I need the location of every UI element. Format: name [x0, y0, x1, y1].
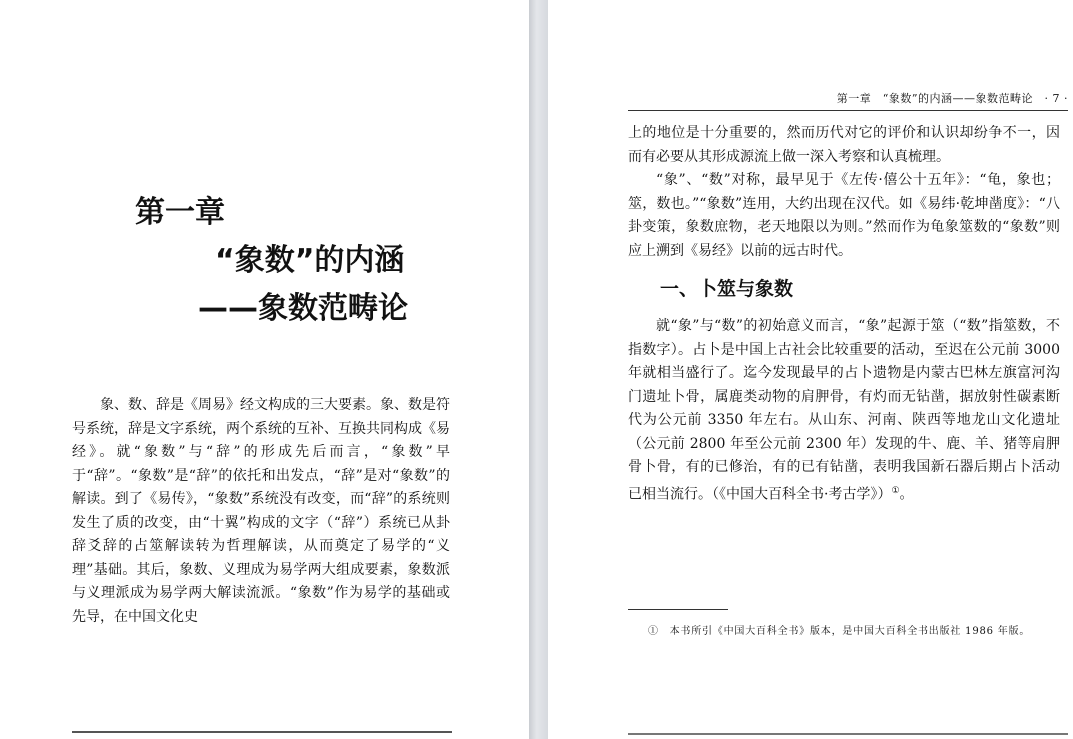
page-bottom-rule — [72, 731, 452, 733]
footnote-rule — [628, 609, 728, 610]
footnote-reference[interactable]: ① — [891, 485, 900, 496]
chapter-title-line: “象数”的内涵 — [215, 243, 405, 278]
chapter-subtitle-line: ——象数范畴论 — [198, 291, 408, 326]
footnote: ① 本书所引《中国大百科全书》版本，是中国大百科全书出版社 1986 年版。 — [648, 626, 1031, 637]
left-paragraph: 象、数、辞是《周易》经文构成的三大要素。象、数是符号系统，辞是文字系统，两个系统的互补、互换共同构成《易经》。就“象数”与“辞”的形成先后而言，“象数”早于“辞”。“象数”是“辞”的依托和出发点，“辞”是对“象数”的解读。到了《易传》，“象数”系统没有改变，而“辞”的系统则发生了质的改变，由“十翼”构成的文字（“辞”）系统已从卦辞爻辞的占筮解读转为哲理解读，从而奠定了易学的“义理”基础。其后，象数、义理成为易学两大组成要素，象数派与义理派成为易学两大解读流派。“象数”作为易学的基础或先导，在中国文化史 — [72, 397, 450, 625]
left-page — [0, 0, 529, 739]
page-bottom-rule — [628, 733, 1068, 735]
right-paragraph-2: “象”、“数”对称，最早见于《左传·僖公十五年》：“龟，象也；筮，数也。”“象数”连用，大约出现在汉代。如《易纬·乾坤凿度》：“八卦变策，象数庶物，老天地限以为则。”然而作为龟象筮数的“象数”则应上溯到《易经》以前的远古时代。 — [628, 172, 1060, 259]
right-paragraph-1: 上的地位是十分重要的，然而历代对它的评价和认识却纷争不一，因而有必要从其形成源流上做一深入考察和认真梳理。 — [628, 125, 1060, 165]
sentence-end: 。 — [899, 486, 914, 503]
chapter-label: 第一章 — [135, 195, 225, 230]
right-page — [548, 0, 1073, 739]
section-heading: 一、卜筮与象数 — [660, 278, 794, 300]
right-paragraph-3-text: 就“象”与“数”的初始意义而言，“象”起源于筮（“数”指筮数，不指数字）。占卜是中国上古社会比较重要的活动，至迟在公元前 3000 年就相当盛行了。迄今发现最早的占卜遗物是内蒙古巴林左旗富河沟门遗址卜骨，属鹿类动物的肩胛骨，有灼而无钻凿，据放射性碳素断代为公元前 3350 年左右。从山东、河南、陕西等地龙山文化遗址（公元前 2800 年至公元前 2300 年）发现的牛、鹿、羊、猪等肩胛骨卜骨，有的已修治，有的已有钻凿，表明我国新石器后期占卜活动已相当流行。（《中国大百科全书·考古学》） — [628, 318, 1060, 503]
page-gutter — [529, 0, 548, 739]
running-head: 第一章 “象数”的内涵——象数范畴论 · 7 · — [836, 92, 1068, 105]
header-rule — [628, 110, 1068, 111]
right-paragraph-3 — [628, 315, 1060, 507]
left-body-text — [72, 394, 450, 629]
right-body-text — [628, 122, 1060, 507]
